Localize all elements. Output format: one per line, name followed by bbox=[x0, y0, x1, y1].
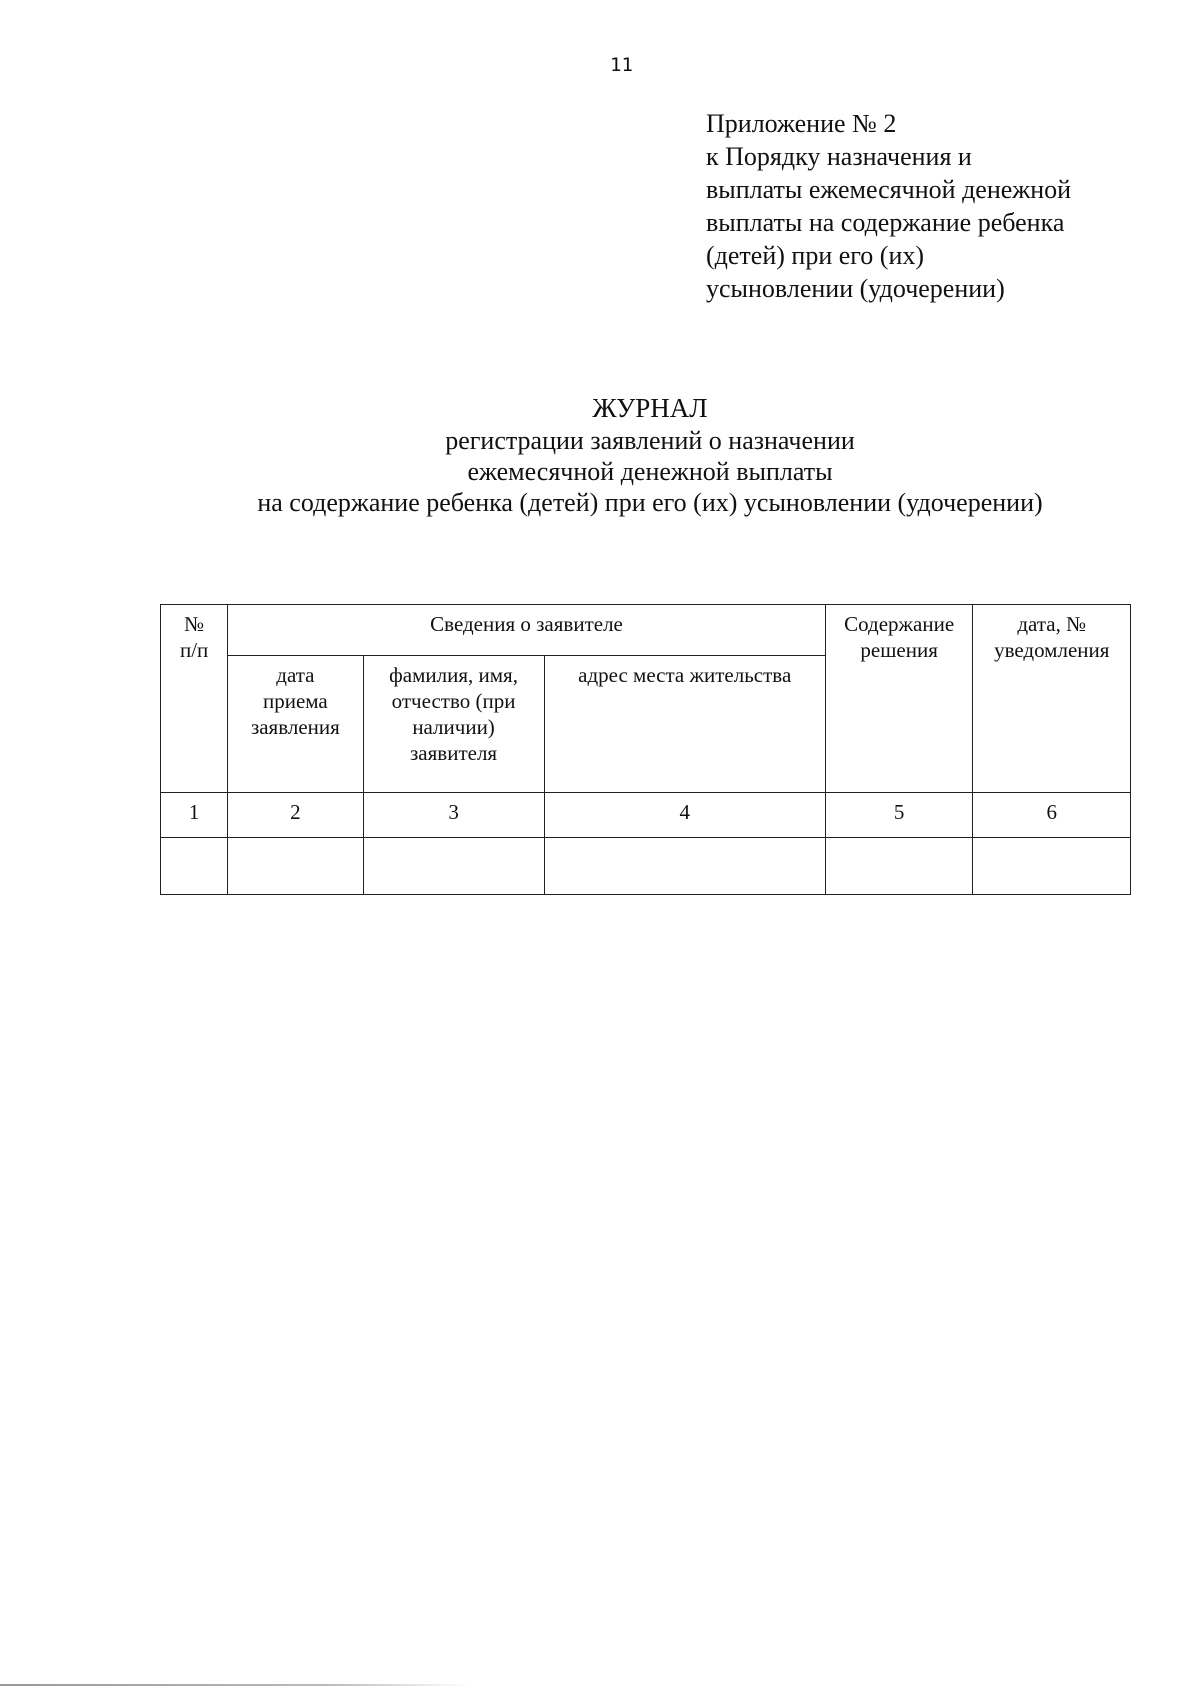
header-number-line: № bbox=[184, 612, 205, 636]
appendix-line: (детей) при его (их) bbox=[706, 241, 925, 270]
table-row-empty bbox=[161, 838, 1131, 895]
table-cell-empty bbox=[228, 838, 363, 895]
header-date bbox=[228, 656, 363, 793]
header-notice bbox=[973, 605, 1131, 793]
header-decision-line: решения bbox=[860, 638, 938, 662]
table-cell-empty bbox=[161, 838, 228, 895]
header-notice-line: уведомления bbox=[994, 638, 1110, 662]
title-main: ЖУРНАЛ bbox=[592, 393, 708, 423]
header-fio-line: отчество (при bbox=[391, 689, 516, 713]
journal-table bbox=[160, 604, 1131, 895]
column-number: 5 bbox=[825, 793, 973, 838]
header-decision bbox=[825, 605, 973, 793]
table-cell-empty bbox=[544, 838, 825, 895]
column-number: 1 bbox=[161, 793, 228, 838]
header-date-line: заявления bbox=[250, 715, 340, 739]
header-number bbox=[161, 605, 228, 793]
header-decision-line: Содержание bbox=[844, 612, 955, 636]
header-fio-line: заявителя bbox=[410, 741, 498, 765]
scan-artifact-line bbox=[0, 1684, 470, 1686]
appendix-line: усыновлении (удочерении) bbox=[706, 274, 1005, 303]
column-number: 4 bbox=[544, 793, 825, 838]
table-cell-empty bbox=[973, 838, 1131, 895]
header-date-line: приема bbox=[262, 689, 328, 713]
column-number: 3 bbox=[363, 793, 544, 838]
title-sub-line: ежемесячной денежной выплаты bbox=[467, 457, 833, 486]
header-fio-line: фамилия, имя, bbox=[389, 663, 518, 687]
page-number: 11 bbox=[610, 54, 633, 76]
header-notice-line: дата, № bbox=[1017, 612, 1087, 636]
document-title bbox=[150, 391, 1150, 518]
appendix-reference bbox=[706, 107, 1071, 305]
header-address: адрес места жительства bbox=[544, 656, 825, 793]
appendix-line: Приложение № 2 bbox=[706, 109, 897, 138]
title-sub-line: регистрации заявлений о назначении bbox=[445, 426, 855, 455]
header-applicant-info: Сведения о заявителе bbox=[228, 605, 826, 656]
header-date-line: дата bbox=[276, 663, 315, 687]
header-fio bbox=[363, 656, 544, 793]
appendix-line: к Порядку назначения и bbox=[706, 142, 972, 171]
column-number: 6 bbox=[973, 793, 1131, 838]
header-number-line: п/п bbox=[179, 638, 209, 662]
table-numbering-row bbox=[161, 793, 1131, 838]
appendix-line: выплаты на содержание ребенка bbox=[706, 208, 1065, 237]
table-cell-empty bbox=[363, 838, 544, 895]
header-fio-line: наличии) bbox=[412, 715, 495, 739]
column-number: 2 bbox=[228, 793, 363, 838]
table-cell-empty bbox=[825, 838, 973, 895]
table-header-row bbox=[161, 605, 1131, 656]
appendix-line: выплаты ежемесячной денежной bbox=[706, 175, 1072, 204]
title-sub-line: на содержание ребенка (детей) при его (их) усыновлении (удочерении) bbox=[257, 488, 1043, 517]
